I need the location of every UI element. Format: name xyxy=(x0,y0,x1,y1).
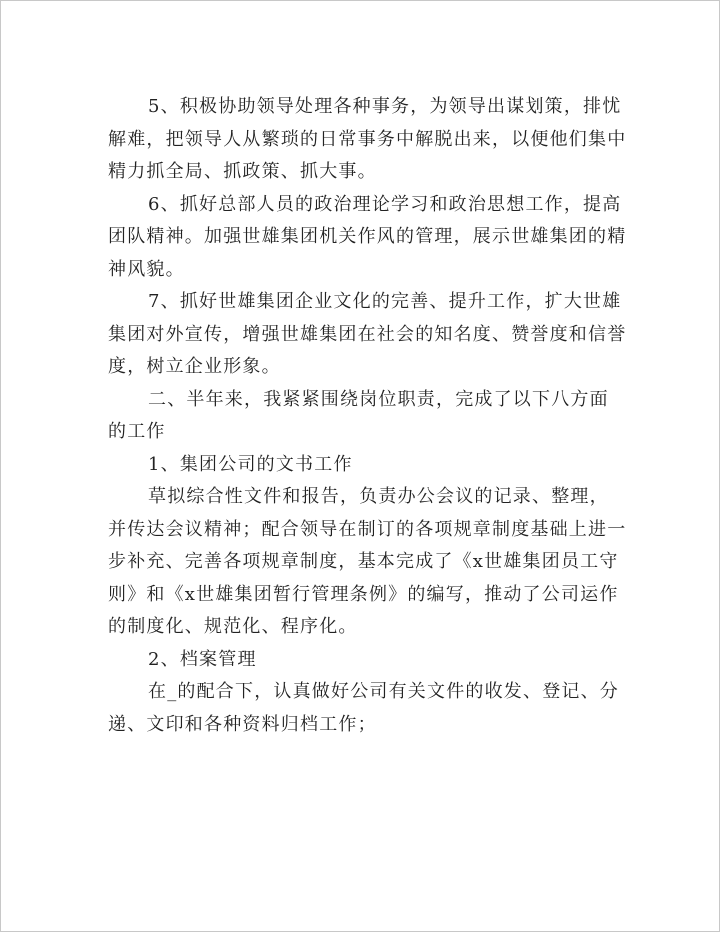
text-line: 5、积极协助领导处理各种事务，为领导出谋划策，排忧 xyxy=(148,96,622,117)
text-line: 神风貌。 xyxy=(108,258,185,280)
text-line: 草拟综合性文件和报告，负责办公会议的记录、整理， xyxy=(148,486,609,507)
paragraph-clerical-work xyxy=(108,481,627,644)
text-line: 6、抓好总部人员的政治理论学习和政治思想工作，提高 xyxy=(148,193,622,215)
paragraph-item-7 xyxy=(108,286,627,384)
paragraph-item-5 xyxy=(108,91,627,189)
text-line: 2、档案管理 xyxy=(148,648,257,670)
text-line: 的工作 xyxy=(108,421,166,442)
text-line: 1、集团公司的文书工作 xyxy=(148,453,353,475)
section-heading-two xyxy=(108,384,608,449)
text-line: 则》和《x世雄集团暂行管理条例》的编写，推动了公司运作 xyxy=(108,583,619,605)
paragraph-item-6 xyxy=(108,189,627,287)
text-line: 精力抓全局、抓政策、抓大事。 xyxy=(108,161,377,182)
text-line: 递、文印和各种资料归档工作； xyxy=(108,713,377,735)
text-line: 7、抓好世雄集团企业文化的完善、提升工作，扩大世雄 xyxy=(148,291,622,312)
text-line: 步补充、完善各项规章制度，基本完成了《x世雄集团员工守 xyxy=(108,551,619,572)
text-line: 的制度化、规范化、程序化。 xyxy=(108,616,358,637)
document-body xyxy=(108,91,627,741)
text-line: 度，树立企业形象。 xyxy=(108,356,281,377)
text-line: 团队精神。加强世雄集团机关作风的管理，展示世雄集团的精 xyxy=(108,226,627,247)
text-line: 在_的配合下，认真做好公司有关文件的收发、登记、分 xyxy=(148,681,619,702)
paragraph-archive-management xyxy=(108,676,619,741)
text-line: 并传达会议精神；配合领导在制订的各项规章制度基础上进一 xyxy=(108,518,627,540)
text-line: 二、半年来，我紧紧围绕岗位职责，完成了以下八方面 xyxy=(148,388,609,410)
subheading-archive-management xyxy=(108,644,608,677)
text-line: 解难，把领导人从繁琐的日常事务中解脱出来，以便他们集中 xyxy=(108,128,627,150)
subheading-clerical-work xyxy=(108,449,608,482)
text-line: 集团对外宣传，增强世雄集团在社会的知名度、赞誉度和信誉 xyxy=(108,323,627,345)
